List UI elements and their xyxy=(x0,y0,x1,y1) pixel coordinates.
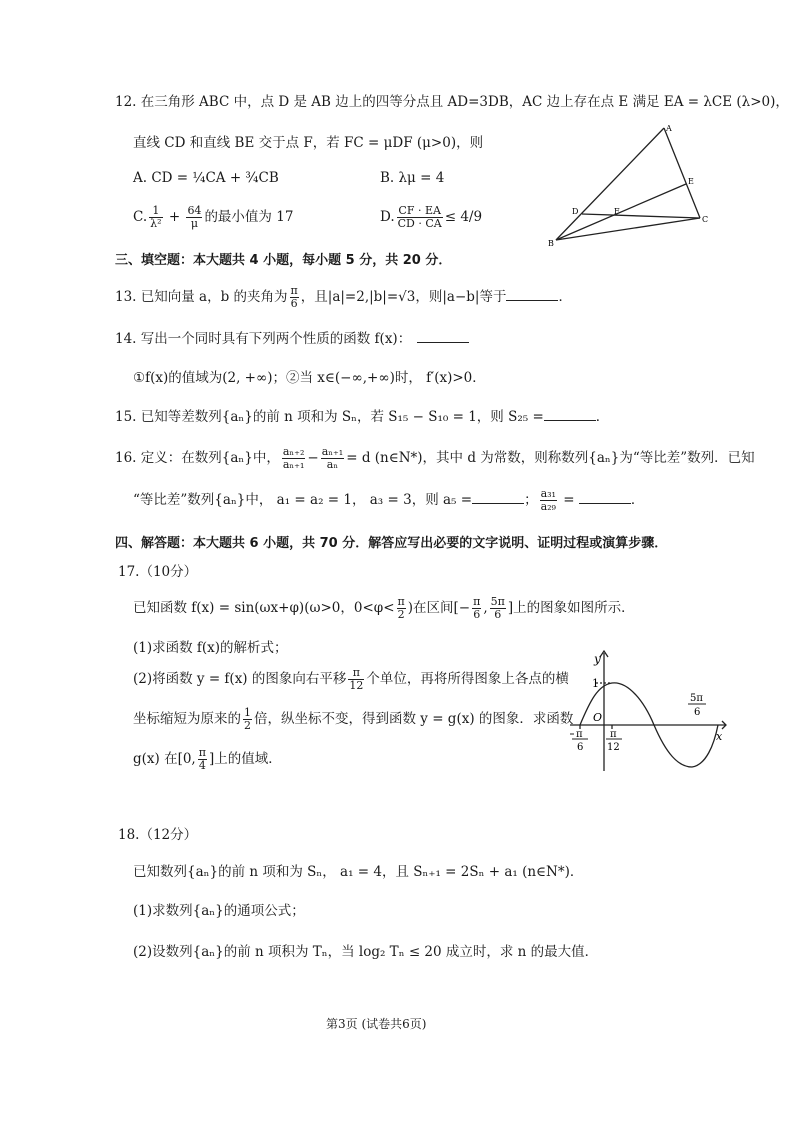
section-3-heading: 三、填空题：本大题共 4 小题，每小题 5 分，共 20 分． xyxy=(115,253,452,268)
q18-sub2: (2)设数列{aₙ}的前 n 项积为 Tₙ，当 log₂ Tₙ ≤ 20 成立时，求 n 的最大值． xyxy=(133,944,599,960)
q12-option-c: C. $\frac{1}{\text{λ²}}$ + $\frac{64}{\mu}$ 的最小值为 17 xyxy=(133,204,294,230)
x-axis-label: x xyxy=(716,730,723,743)
figure-label-b: B xyxy=(548,239,554,247)
section-4-heading: 四、解答题：本大题共 6 小题，共 70 分．解答应写出必要的文字说明、证明过程或演算步骤． xyxy=(115,536,668,551)
figure-label-e: E xyxy=(688,177,694,186)
tick-pi12-den: 12 xyxy=(607,742,620,753)
q18-sub1: (1)求数列{aₙ}的通项公式； xyxy=(133,903,305,919)
tick-5pi6-num: 5π xyxy=(690,693,703,704)
tick-neg-pi6-num: π xyxy=(576,729,583,740)
q17-heading: 17.（10分） xyxy=(118,564,198,580)
q17-sub1: (1)求函数 f(x)的解析式； xyxy=(133,640,288,656)
triangle-figure xyxy=(548,122,708,247)
origin-label: O xyxy=(593,711,603,724)
figure-label-c: C xyxy=(702,215,708,224)
graph-label-1: 1 xyxy=(592,677,599,690)
q13: 13. 已知向量 a，b 的夹角为 $\frac{\pi}{6}$ ，且|a|=2,|b|=√3，则|a−b|等于 ． xyxy=(115,284,572,310)
q17-sub2-line2: 坐标缩短为原来的 $\frac{1}{2}$ 倍，纵坐标不变，得到函数 y = g(x) 的图象．求函数 xyxy=(133,706,574,732)
q12-option-d: D. $\frac{CF \cdot EA}{CD \cdot CA}$ ≤ 4/9 xyxy=(380,204,483,230)
q17-sub2-line3: g(x) 在[0, $\frac{\pi}{4}$ ]上的值域． xyxy=(133,746,282,772)
q18-heading: 18.（12分） xyxy=(118,827,198,843)
tick-neg-pi6-den: 6 xyxy=(577,742,584,753)
figure-label-a: A xyxy=(666,124,672,133)
q12-option-a: A. CD = ¼CA + ¾CB xyxy=(133,170,279,186)
figure-label-d: D xyxy=(572,207,579,216)
tick-5pi6-den: 6 xyxy=(694,707,701,718)
q12-line1: 12. 在三角形 ABC 中，点 D 是 AB 边上的四等分点且 AD=3DB，AC 边上存在点 E 满足 EA = λCE (λ>0)， xyxy=(115,94,789,110)
q12-line2: 直线 CD 和直线 BE 交于点 F，若 FC = μDF (μ>0)，则 xyxy=(133,135,484,151)
q14-line1: 14. 写出一个同时具有下列两个性质的函数 f(x)： xyxy=(115,327,469,347)
q14-line2: ①f(x)的值域为(2, +∞)；②当 x∈(−∞,+∞)时， f′(x)>0． xyxy=(133,370,486,386)
q15: 15. 已知等差数列{aₙ}的前 n 项和为 Sₙ，若 S₁₅ − S₁₀ = 1，则 S₂₅ = ． xyxy=(115,409,610,425)
sine-graph xyxy=(566,645,736,775)
q17-line1: 已知函数 f(x) = sin(ωx+φ)(ω>0，0<φ< $\frac{\pi}{2}$ )在区间[− $\frac{\pi}{6}$ , $\frac{5\pi}{6}$ ]上的图象如图所示． xyxy=(133,595,635,621)
q12-option-b: B. λμ = 4 xyxy=(380,170,445,186)
tick-pi12-num: π xyxy=(610,729,617,740)
q17-sub2-line1: (2)将函数 y = f(x) 的图象向右平移 $\frac{\pi}{12}$ 个单位，再将所得图象上各点的横 xyxy=(133,666,569,692)
q16-line2: “等比差”数列{aₙ}中， a₁ = a₂ = 1， a₃ = 3，则 a₅ = ； $\frac{\text{a₃₁}}{\text{a₂₉}}$ = ． xyxy=(133,487,645,513)
q16-line1: 16. 定义：在数列{aₙ}中， $\frac{\text{aₙ₊₂}}{\text{aₙ₊₁}}$ − $\frac{\text{aₙ₊₁}}{\text{aₙ}}$ = d (n∈N*)，其中 d 为常数，则称数列{aₙ}为“等比差”数列．已知 xyxy=(115,445,755,471)
y-axis-label: y xyxy=(594,652,601,666)
page-footer: 第3页 (试卷共6页) xyxy=(326,1017,427,1031)
q18-line1: 已知数列{aₙ}的前 n 项和为 Sₙ， a₁ = 4，且 Sₙ₊₁ = 2Sₙ + a₁ (n∈N*)． xyxy=(133,864,584,880)
figure-label-f: F xyxy=(614,207,620,216)
